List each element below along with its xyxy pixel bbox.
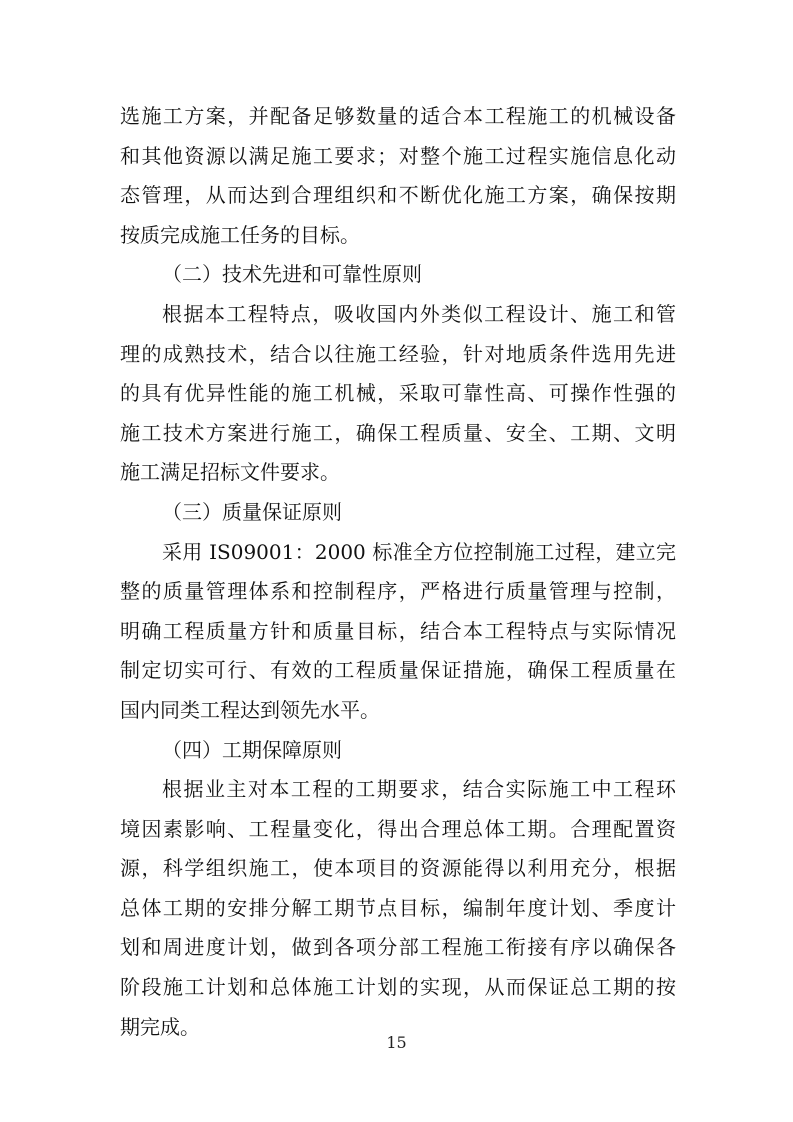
body-line: 根据业主对本工程的工期要求，结合实际施工中工程环 bbox=[162, 777, 676, 802]
body-line: 源，科学组织施工，使本项目的资源能得以利用充分，根据 bbox=[120, 856, 676, 881]
body-line: 期完成。 bbox=[120, 1014, 200, 1039]
body-line: 整的质量管理体系和控制程序，严格进行质量管理与控制， bbox=[120, 579, 676, 604]
body-line: 的具有优异性能的施工机械，采取可靠性高、可操作性强的 bbox=[120, 381, 676, 406]
body-line: 态管理，从而达到合理组织和不断优化施工方案，确保按期 bbox=[120, 183, 676, 208]
body-line: 理的成熟技术，结合以往施工经验，针对地质条件选用先进 bbox=[120, 341, 676, 366]
body-line: 根据本工程特点，吸收国内外类似工程设计、施工和管 bbox=[162, 301, 676, 326]
page-number: 15 bbox=[386, 1033, 407, 1052]
document-body bbox=[120, 97, 676, 1047]
section-heading-4: （四）工期保障原则 bbox=[162, 737, 342, 762]
body-line: 阶段施工计划和总体施工计划的实现，从而保证总工期的按 bbox=[120, 975, 676, 1000]
body-line: 总体工期的安排分解工期节点目标，编制年度计划、季度计 bbox=[120, 895, 676, 920]
body-line: 施工技术方案进行施工，确保工程质量、安全、工期、文明 bbox=[120, 420, 676, 445]
body-line: 选施工方案，并配备足够数量的适合本工程施工的机械设备 bbox=[120, 104, 676, 128]
body-line: 国内同类工程达到领先水平。 bbox=[120, 697, 380, 722]
section-heading-2: （二）技术先进和可靠性原则 bbox=[162, 262, 422, 287]
body-line: 明确工程质量方针和质量目标，结合本工程特点与实际情况 bbox=[120, 618, 676, 643]
body-line: 采用 IS09001：2000 标准全方位控制施工过程，建立完 bbox=[162, 539, 676, 564]
body-line: 和其他资源以满足施工要求；对整个施工过程实施信息化动 bbox=[120, 143, 676, 168]
section-heading-3: （三）质量保证原则 bbox=[162, 499, 342, 524]
body-line: 境因素影响、工程量变化，得出合理总体工期。合理配置资 bbox=[120, 816, 676, 841]
body-line: 制定切实可行、有效的工程质量保证措施，确保工程质量在 bbox=[120, 658, 676, 683]
body-line: 按质完成施工任务的目标。 bbox=[120, 222, 360, 247]
body-line: 划和周进度计划，做到各项分部工程施工衔接有序以确保各 bbox=[120, 935, 676, 960]
body-line: 施工满足招标文件要求。 bbox=[120, 460, 340, 485]
